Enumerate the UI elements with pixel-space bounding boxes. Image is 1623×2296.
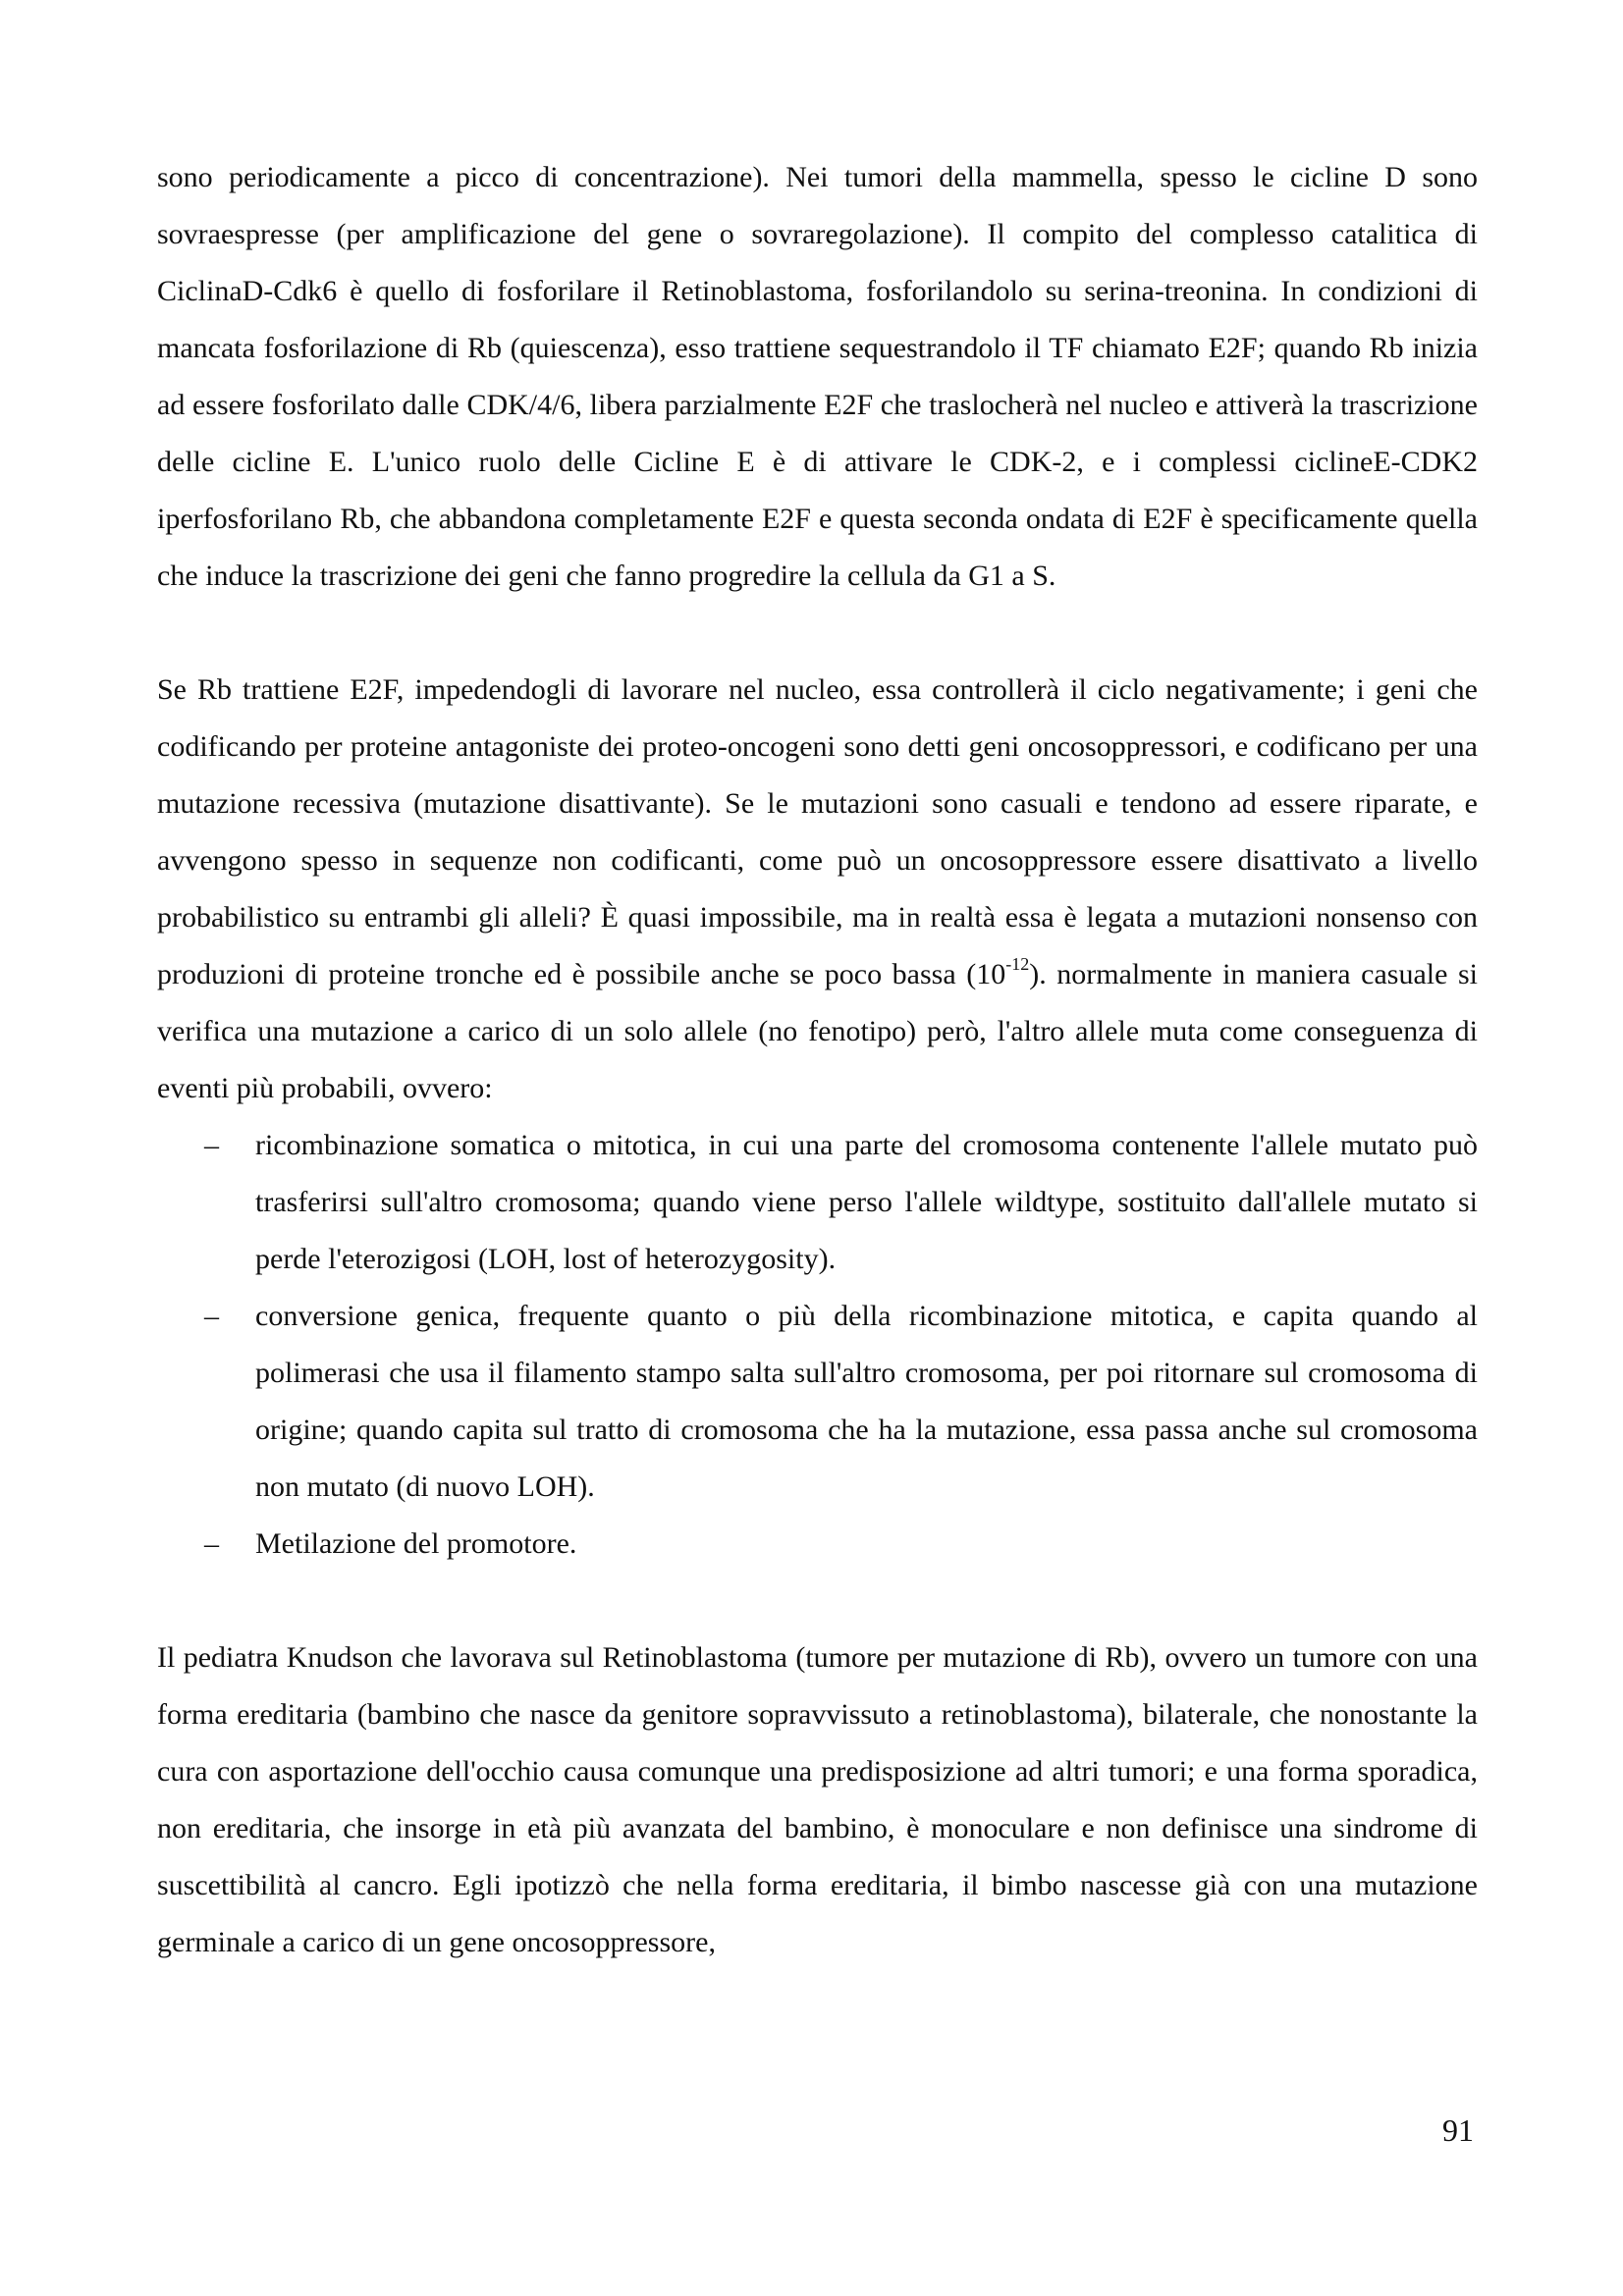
paragraph-gap xyxy=(157,1573,1478,1629)
paragraph-oncosuppressors-text-cont: ). normalmente in maniera casuale si verifica una mutazione a carico di un solo allele (no fenotipo) però, l'altro allele muta come conseguenza di eventi più probabili, ovvero: xyxy=(157,958,1478,1104)
paragraph-gap xyxy=(157,605,1478,662)
page-body xyxy=(157,149,1478,1971)
paragraph-oncosuppressors-text: Se Rb trattiene E2F, impedendogli di lavorare nel nucleo, essa controllerà il ciclo negativamente; i geni che codificando per proteine antagoniste dei proteo-oncogeni sono detti geni oncosoppressori, e codificano per una mutazione recessiva (mutazione disattivante). Se le mutazioni sono casuali e tendono ad essere riparate, e avvengono spesso in sequenze non codificanti, come può un oncosoppressore essere disattivato a livello probabilistico su entrambi gli alleli? È quasi impossibile, ma in realtà essa è legata a mutazioni nonsenso con produzioni di proteine tronche ed è possibile anche se poco bassa (10 xyxy=(157,673,1478,990)
dash-bullet: – xyxy=(204,1527,219,1560)
dash-bullet: – xyxy=(204,1129,219,1161)
page-number: 91 xyxy=(1442,2112,1474,2148)
list-item xyxy=(157,1288,1478,1516)
list-item xyxy=(157,1516,1478,1573)
paragraph-knudson: Il pediatra Knudson che lavorava sul Retinoblastoma (tumore per mutazione di Rb), ovvero un tumore con una forma ereditaria (bambino che nasce da genitore sopravvissuto a retinoblastoma), bilaterale, che nonostante la cura con asportazione dell'occhio causa comunque una predisposizione ad altri tumori; e una forma sporadica, non ereditaria, che insorge in età più avanzata del bambino, è monoculare e non definisce una sindrome di suscettibilità al cancro. Egli ipotizzò che nella forma ereditaria, il bimbo nascesse già con una mutazione germinale a carico di un gene oncosoppressore, xyxy=(157,1641,1478,1958)
dash-bullet: – xyxy=(204,1300,219,1332)
exponent: -12 xyxy=(1005,954,1030,974)
list-item-text: ricombinazione somatica o mitotica, in cui una parte del cromosoma contenente l'allele mutato può trasferirsi sull'altro cromosoma; quando viene perso l'allele wildtype, sostituito dall'allele mutato si perde l'eterozigosi (LOH, lost of heterozygosity). xyxy=(255,1129,1478,1275)
mechanisms-list xyxy=(157,1117,1478,1573)
paragraph-oncosuppressors xyxy=(157,662,1478,1117)
list-item-text: Metilazione del promotore. xyxy=(255,1527,577,1560)
paragraph-cyclins: sono periodicamente a picco di concentrazione). Nei tumori della mammella, spesso le cicline D sono sovraespresse (per amplificazione del gene o sovraregolazione). Il compito del complesso catalitica di CiclinaD-Cdk6 è quello di fosforilare il Retinoblastoma, fosforilandolo su serina-treonina. In condizioni di mancata fosforilazione di Rb (quiescenza), esso trattiene sequestrandolo il TF chiamato E2F; quando Rb inizia ad essere fosforilato dalle CDK/4/6, libera parzialmente E2F che traslocherà nel nucleo e attiverà la trascrizione delle cicline E. L'unico ruolo delle Cicline E è di attivare le CDK-2, e i complessi ciclineE-CDK2 iperfosforilano Rb, che abbandona completamente E2F e questa seconda ondata di E2F è specificamente quella che induce la trascrizione dei geni che fanno progredire la cellula da G1 a S. xyxy=(157,161,1478,592)
list-item xyxy=(157,1117,1478,1288)
list-item-text: conversione genica, frequente quanto o più della ricombinazione mitotica, e capita quando al polimerasi che usa il filamento stampo salta sull'altro cromosoma, per poi ritornare sul cromosoma di origine; quando capita sul tratto di cromosoma che ha la mutazione, essa passa anche sul cromosoma non mutato (di nuovo LOH). xyxy=(255,1300,1478,1503)
